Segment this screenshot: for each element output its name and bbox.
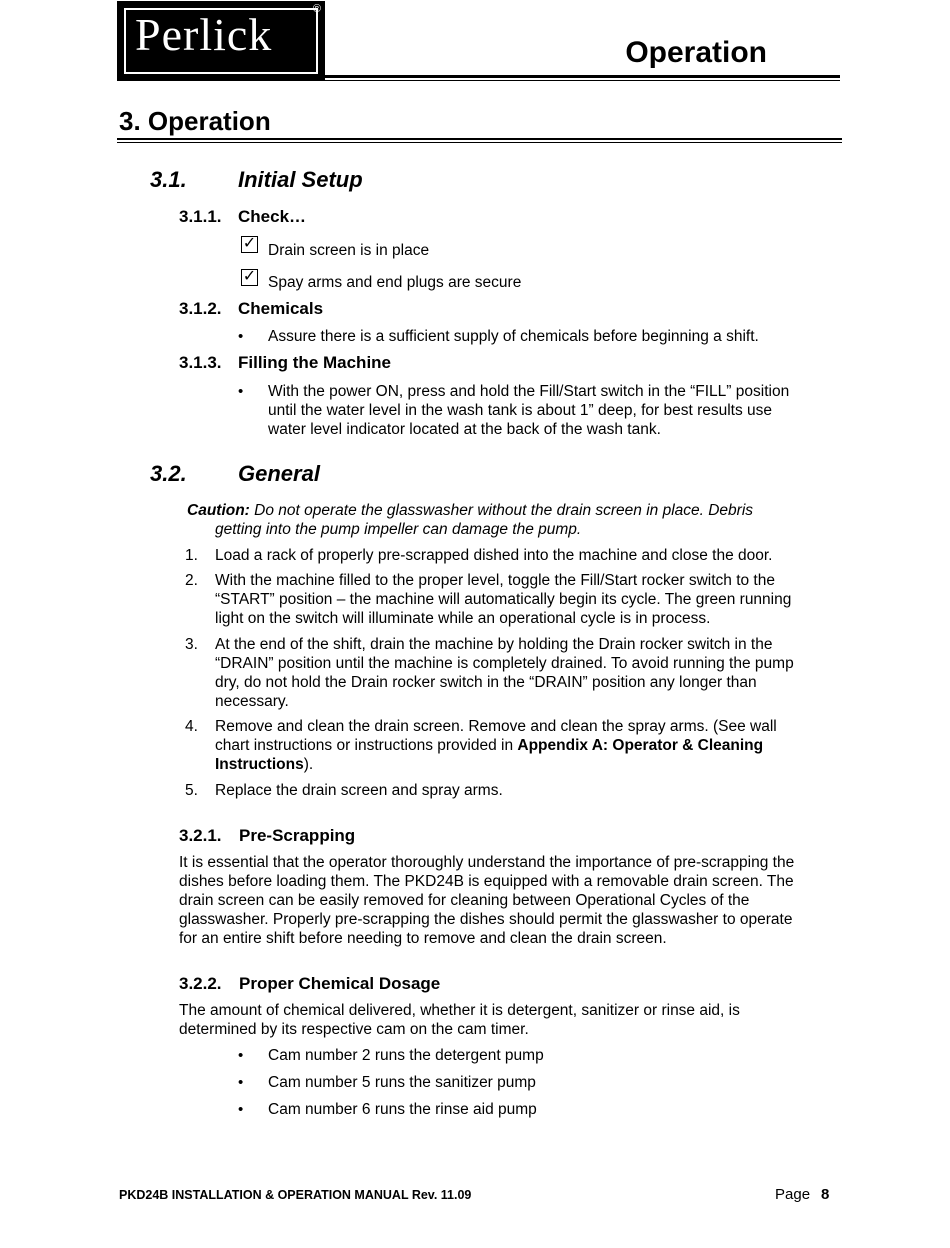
step-number: 4. [185, 718, 198, 735]
dosage-bullet: Cam number 2 runs the detergent pump [268, 1047, 544, 1064]
heading-3-1-2-title: Chemicals [238, 299, 324, 318]
bullet-icon: • [238, 1101, 244, 1118]
appendix-reference: Appendix A: Operator & Cleaning [517, 737, 764, 754]
caution-label: Caution: [187, 502, 250, 519]
paragraph-line: determined by its respective cam on the cam timer. [179, 1021, 529, 1038]
section-title: 3. Operation [119, 106, 271, 136]
heading-3-2-title: General [238, 461, 320, 486]
bullet-icon: • [238, 383, 244, 400]
step-text: necessary. [215, 693, 289, 710]
heading-3-2-number: 3.2. [150, 461, 187, 486]
dosage-bullet: Cam number 6 runs the rinse aid pump [268, 1101, 537, 1118]
filling-line: With the power ON, press and hold the Fill/Start switch in the “FILL” position [268, 383, 790, 400]
heading-3-1-number: 3.1. [150, 167, 187, 192]
heading-3-1-3-title: Filling the Machine [238, 353, 392, 372]
step-text: light on the switch will illuminate while an operational cycle is in process. [215, 610, 711, 627]
step-text: Load a rack of properly pre-scrapped dished into the machine and close the door. [215, 547, 773, 564]
step-text: With the machine filled to the proper level, toggle the Fill/Start rocker switch to the [215, 572, 775, 589]
paragraph-line: drain screen can be easily removed for cleaning between Operational Cycles of the [179, 892, 750, 909]
heading-3-2-2-title: Proper Chemical Dosage [239, 974, 441, 993]
checkbox-checked-icon: ✓ [242, 268, 257, 285]
footer-page-label: Page [775, 1186, 811, 1203]
heading-3-2-1-title: Pre-Scrapping [239, 826, 356, 845]
step-text [215, 736, 763, 755]
filling-line: water level indicator located at the back of the wash tank. [268, 421, 661, 438]
registered-mark: ® [312, 3, 321, 15]
step-text: dry, do not hold the Drain rocker switch in the “DRAIN” position any longer than [215, 674, 757, 691]
step-number: 1. [185, 547, 198, 564]
step-text: “START” position – the machine will automatically begin its cycle. The green running [215, 591, 792, 608]
heading-3-1-1-title: Check… [238, 207, 307, 226]
footer-manual-title: PKD24B INSTALLATION & OPERATION MANUAL Rev. 11.09 [119, 1188, 472, 1202]
caution-line-1 [187, 501, 753, 520]
dosage-bullet: Cam number 5 runs the sanitizer pump [268, 1074, 536, 1091]
step-text: At the end of the shift, drain the machine by holding the Drain rocker switch in the [215, 636, 773, 653]
heading-3-2-2-number: 3.2.2. [179, 974, 222, 993]
header-divider [325, 75, 840, 78]
heading-3-2-1-number: 3.2.1. [179, 826, 222, 845]
section-divider [117, 138, 842, 140]
filling-line: until the water level in the wash tank is about 1” deep, for best results use [268, 402, 773, 419]
heading-3-1-2-number: 3.1.2. [179, 299, 222, 318]
step-text-part: chart instructions or instructions provided in [215, 737, 518, 754]
paragraph-line: for an entire shift before needing to remove and clean the drain screen. [179, 930, 667, 947]
step-text: Remove and clean the drain screen. Remove and clean the spray arms. (See wall [215, 718, 777, 735]
section-divider-thin [117, 142, 842, 143]
brand-logo [117, 1, 325, 81]
bullet-icon: • [238, 1074, 244, 1091]
step-number: 3. [185, 636, 198, 653]
paragraph-line: The amount of chemical delivered, whether it is detergent, sanitizer or rinse aid, is [179, 1002, 740, 1019]
paragraph-line: dishes before loading them. The PKD24B is equipped with a removable drain screen. The [179, 873, 794, 890]
heading-3-1-1-number: 3.1.1. [179, 207, 222, 226]
chemicals-bullet-text: Assure there is a sufficient supply of chemicals before beginning a shift. [268, 328, 759, 345]
caution-text: Do not operate the glasswasher without the drain screen in place. Debris [254, 502, 754, 519]
check-item: Drain screen is in place [268, 242, 430, 259]
checkbox-checked-icon: ✓ [242, 235, 257, 252]
logo-wordmark: Perlick [135, 9, 273, 60]
heading-3-1-3-number: 3.1.3. [179, 353, 222, 372]
bullet-icon: • [238, 328, 244, 345]
step-text-part: ). [303, 756, 314, 773]
footer-page-number: 8 [821, 1186, 830, 1203]
paragraph-line: It is essential that the operator thoroughly understand the importance of pre-scrapping the [179, 854, 795, 871]
step-text: Replace the drain screen and spray arms. [215, 782, 503, 799]
heading-3-1-title: Initial Setup [238, 167, 363, 192]
step-text: “DRAIN” position until the machine is completely drained. To avoid running the pump [215, 655, 794, 672]
appendix-reference: Instructions [215, 756, 304, 773]
step-number: 2. [185, 572, 198, 589]
header-divider-thin [325, 80, 840, 81]
bullet-icon: • [238, 1047, 244, 1064]
caution-line-2: getting into the pump impeller can damage the pump. [215, 521, 582, 538]
step-number: 5. [185, 782, 198, 799]
page-header-title: Operation [625, 36, 767, 69]
step-text [215, 755, 313, 774]
check-item: Spay arms and end plugs are secure [268, 274, 522, 291]
paragraph-line: glasswasher. Properly pre-scrapping the dishes should permit the glasswasher to operate [179, 911, 793, 928]
